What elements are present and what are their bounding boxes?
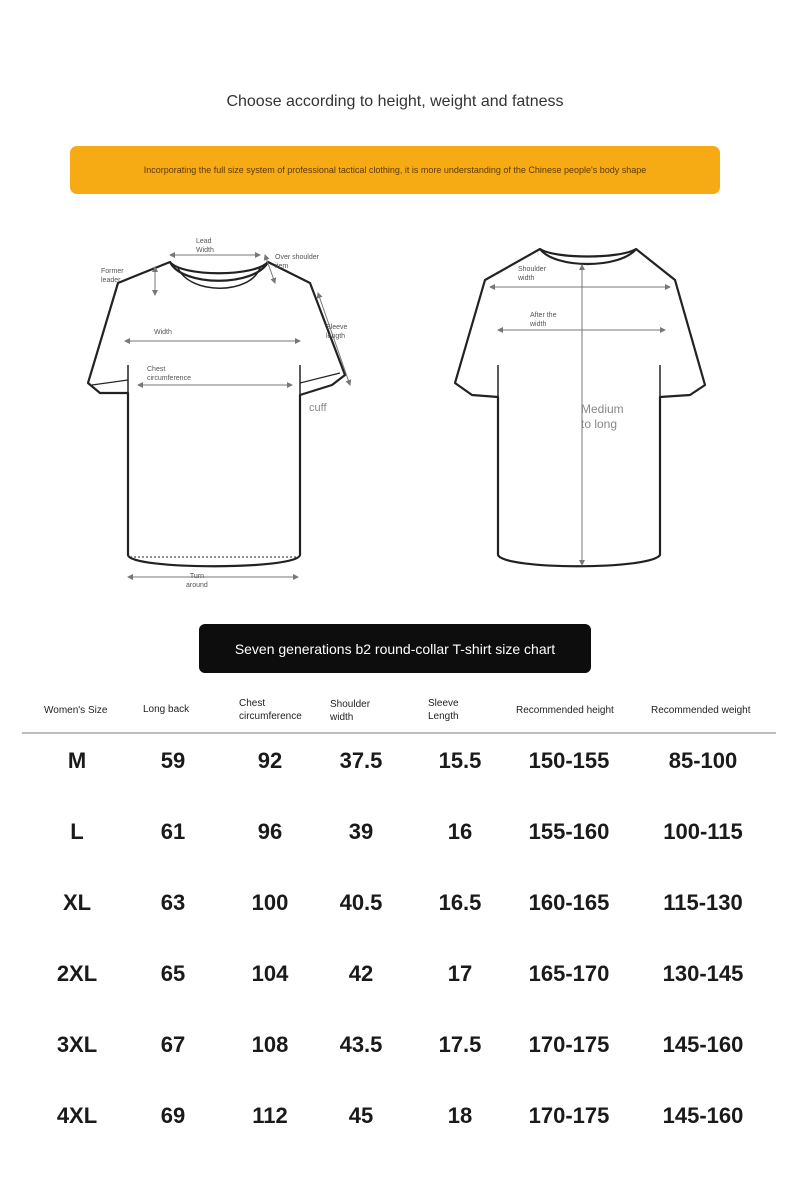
- table-cell: 170-175: [528, 1103, 610, 1128]
- table-cell: 65: [160, 961, 186, 986]
- table-cell: 130-145: [662, 961, 744, 986]
- table-cell: 165-170: [528, 961, 610, 986]
- header-weight: Recommended weight: [651, 705, 751, 716]
- table-cell: 63: [160, 890, 186, 915]
- table-cell: 39: [348, 819, 374, 844]
- table-cell: 67: [160, 1032, 186, 1057]
- tshirt-diagram: [0, 225, 790, 605]
- label-turn-around: Turn around: [186, 573, 208, 589]
- table-cell: 3XL: [56, 1032, 98, 1057]
- label-medium-long: Medium to long: [581, 402, 624, 431]
- table-cell: 92: [257, 748, 283, 773]
- table-cell: 85-100: [668, 748, 738, 773]
- table-cell: 16.5: [438, 890, 482, 915]
- header-height: Recommended height: [516, 705, 614, 716]
- table-cell: 43.5: [339, 1032, 383, 1057]
- header-sleeve: Sleeve Length: [428, 698, 459, 722]
- table-cell: M: [67, 748, 87, 773]
- table-cell: 96: [257, 819, 283, 844]
- label-lead-width: Lead Width: [196, 238, 214, 254]
- table-cell: 112: [252, 1103, 288, 1128]
- label-chest-circumference: Chest circumference: [147, 366, 191, 382]
- table-cell: 145-160: [662, 1103, 744, 1128]
- label-former-leader: Former leader: [101, 268, 124, 284]
- table-cell: L: [70, 819, 84, 844]
- back-tshirt: [455, 249, 705, 566]
- table-cell: 155-160: [528, 819, 610, 844]
- table-cell: 42: [348, 961, 374, 986]
- table-cell: 16: [447, 819, 473, 844]
- table-cell: 115-130: [663, 890, 743, 915]
- table-cell: 160-165: [528, 890, 610, 915]
- table-cell: 69: [160, 1103, 186, 1128]
- table-cell: 37.5: [339, 748, 383, 773]
- table-cell: 61: [160, 819, 186, 844]
- header-long-back: Long back: [143, 704, 190, 715]
- table-row: [22, 947, 776, 1018]
- label-over-shoulder: Over shoulder item: [275, 254, 319, 270]
- front-tshirt: [88, 262, 348, 566]
- label-cuff: cuff: [309, 402, 327, 414]
- table-cell: 100-115: [663, 819, 743, 844]
- header-shoulder: Shoulder width: [330, 699, 371, 723]
- table-cell: 18: [447, 1103, 473, 1128]
- table-cell: 45: [348, 1103, 374, 1128]
- page-heading: Choose according to height, weight and fatness: [226, 93, 564, 110]
- table-cell: 4XL: [56, 1103, 98, 1128]
- table-cell: 59: [160, 748, 186, 773]
- header-size: Women's Size: [44, 705, 108, 716]
- table-row: [22, 1018, 776, 1089]
- table-cell: 145-160: [662, 1032, 744, 1057]
- table-cell: 108: [251, 1032, 289, 1057]
- table-cell: 170-175: [528, 1032, 610, 1057]
- table-cell: 104: [251, 961, 289, 986]
- label-width: Width: [154, 329, 172, 336]
- table-cell: 2XL: [56, 961, 98, 986]
- table-body: [22, 734, 776, 1160]
- chart-title-text: Seven generations b2 round-collar T-shirt size chart: [234, 640, 556, 657]
- table-cell: XL: [62, 890, 92, 915]
- header-chest: Chest circumference: [239, 698, 302, 722]
- table-cell: 40.5: [339, 890, 383, 915]
- size-table: [22, 690, 776, 1160]
- label-sleeve-length: Sleeve length: [326, 324, 348, 340]
- table-row: [22, 876, 776, 947]
- table-header: [22, 690, 776, 734]
- table-cell: 17.5: [438, 1032, 482, 1057]
- banner-text: Incorporating the full size system of professional tactical clothing, it is more understanding of the Chinese people's body shape: [143, 165, 647, 175]
- chart-title: [199, 624, 591, 673]
- info-banner: [70, 146, 720, 194]
- table-cell: 17: [447, 961, 473, 986]
- table-row: [22, 1089, 776, 1160]
- table-row: [22, 734, 776, 805]
- table-cell: 150-155: [528, 748, 610, 773]
- label-shoulder-width: Shoulder width: [518, 266, 547, 282]
- label-after-width: After the width: [530, 312, 557, 328]
- table-cell: 15.5: [438, 748, 482, 773]
- table-cell: 100: [251, 890, 289, 915]
- table-row: [22, 805, 776, 876]
